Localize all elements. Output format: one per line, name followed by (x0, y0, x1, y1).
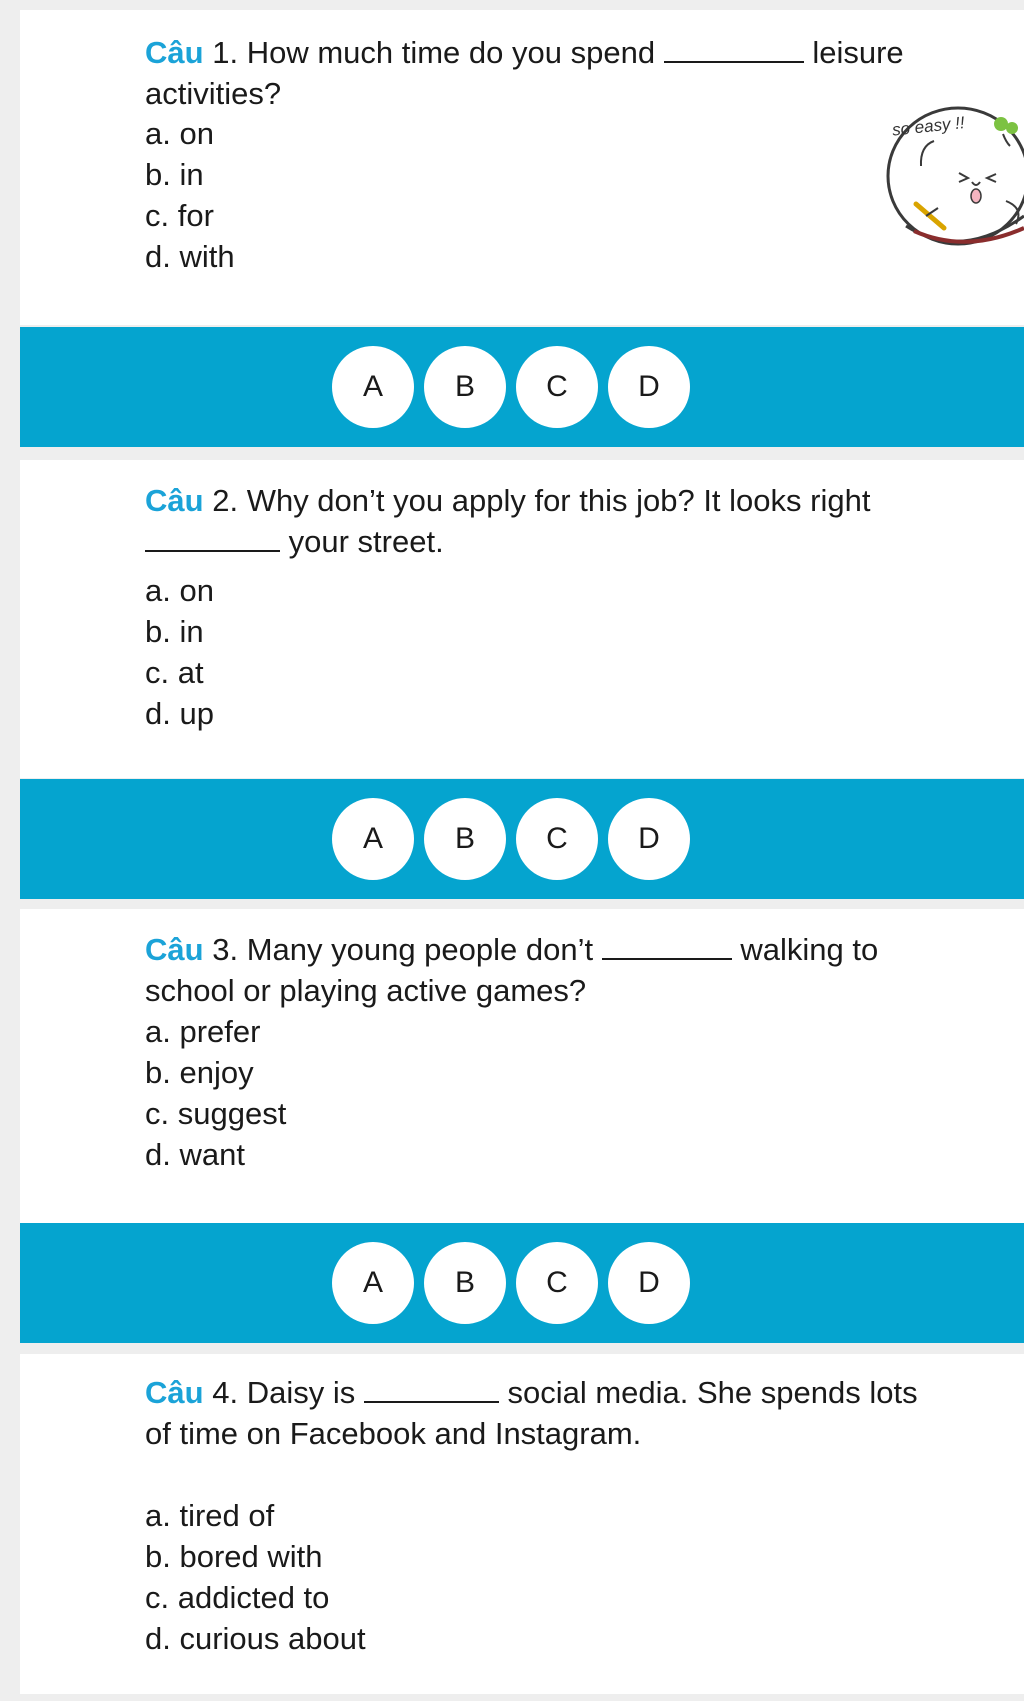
question-stem-end: walking to school or playing active games? (145, 932, 879, 1008)
question-text-4 (145, 1372, 925, 1454)
choice-b-button[interactable]: B (424, 1242, 506, 1324)
option-b: b. in (145, 614, 204, 649)
option-c: c. addicted to (145, 1580, 330, 1615)
sticker-graphic (886, 96, 1024, 246)
question-stem-end: social media. She spends lots of time on Facebook and Instagram. (145, 1375, 918, 1451)
option-b: b. bored with (145, 1539, 323, 1574)
options-list-1 (145, 113, 235, 277)
choice-a-button[interactable]: A (332, 798, 414, 880)
question-stem: How much time do you spend (246, 35, 656, 70)
answer-bar-1 (20, 327, 1024, 447)
choice-c-button[interactable]: C (516, 798, 598, 880)
option-a: a. tired of (145, 1498, 275, 1533)
question-label: Câu (145, 1375, 204, 1410)
question-stem-end: leisure activities? (145, 35, 904, 111)
question-text-1 (145, 32, 925, 114)
choice-d-button[interactable]: D (608, 798, 690, 880)
question-stem-end: your street. (288, 524, 444, 559)
question-label: Câu (145, 483, 204, 518)
option-b: b. enjoy (145, 1055, 254, 1090)
question-stem: Daisy is (246, 1375, 356, 1410)
question-label: Câu (145, 35, 204, 70)
choice-a-button[interactable]: A (332, 1242, 414, 1324)
answer-blank (602, 934, 732, 960)
answer-blank (145, 526, 280, 552)
question-card-2 (20, 460, 1024, 778)
question-card-4 (20, 1354, 1024, 1694)
answer-bar-2 (20, 779, 1024, 899)
options-list-4 (145, 1495, 366, 1659)
cartoon-bun-icon (886, 96, 1024, 246)
option-d: d. up (145, 696, 214, 731)
answer-blank (364, 1377, 499, 1403)
question-card-3 (20, 909, 1024, 1223)
choice-d-button[interactable]: D (608, 346, 690, 428)
choice-a-button[interactable]: A (332, 346, 414, 428)
option-a: a. prefer (145, 1014, 261, 1049)
choice-b-button[interactable]: B (424, 346, 506, 428)
question-label: Câu (145, 932, 204, 967)
option-b: b. in (145, 157, 204, 192)
question-number: 1. (212, 35, 239, 70)
question-number: 2. (212, 483, 239, 518)
question-stem: Why don’t you apply for this job? It looks right (246, 483, 871, 518)
question-number: 3. (212, 932, 239, 967)
choice-row-1 (332, 346, 690, 428)
answer-bar-3 (20, 1223, 1024, 1343)
choice-row-2 (332, 798, 690, 880)
sticker-text: so easy !! (891, 113, 966, 140)
question-text-3 (145, 929, 925, 1011)
answer-blank (664, 37, 804, 63)
choice-d-button[interactable]: D (608, 1242, 690, 1324)
options-list-2 (145, 570, 214, 734)
question-number: 4. (212, 1375, 239, 1410)
question-card-1 (20, 10, 1024, 325)
choice-c-button[interactable]: C (516, 1242, 598, 1324)
choice-b-button[interactable]: B (424, 798, 506, 880)
option-d: d. curious about (145, 1621, 366, 1656)
question-text-2 (145, 480, 925, 562)
choice-row-3 (332, 1242, 690, 1324)
option-a: a. on (145, 573, 214, 608)
option-c: c. suggest (145, 1096, 287, 1131)
option-a: a. on (145, 116, 214, 151)
question-stem: Many young people don’t (246, 932, 594, 967)
option-d: d. want (145, 1137, 245, 1172)
option-c: c. for (145, 198, 214, 233)
options-list-3 (145, 1011, 286, 1175)
option-d: d. with (145, 239, 235, 274)
choice-c-button[interactable]: C (516, 346, 598, 428)
option-c: c. at (145, 655, 204, 690)
